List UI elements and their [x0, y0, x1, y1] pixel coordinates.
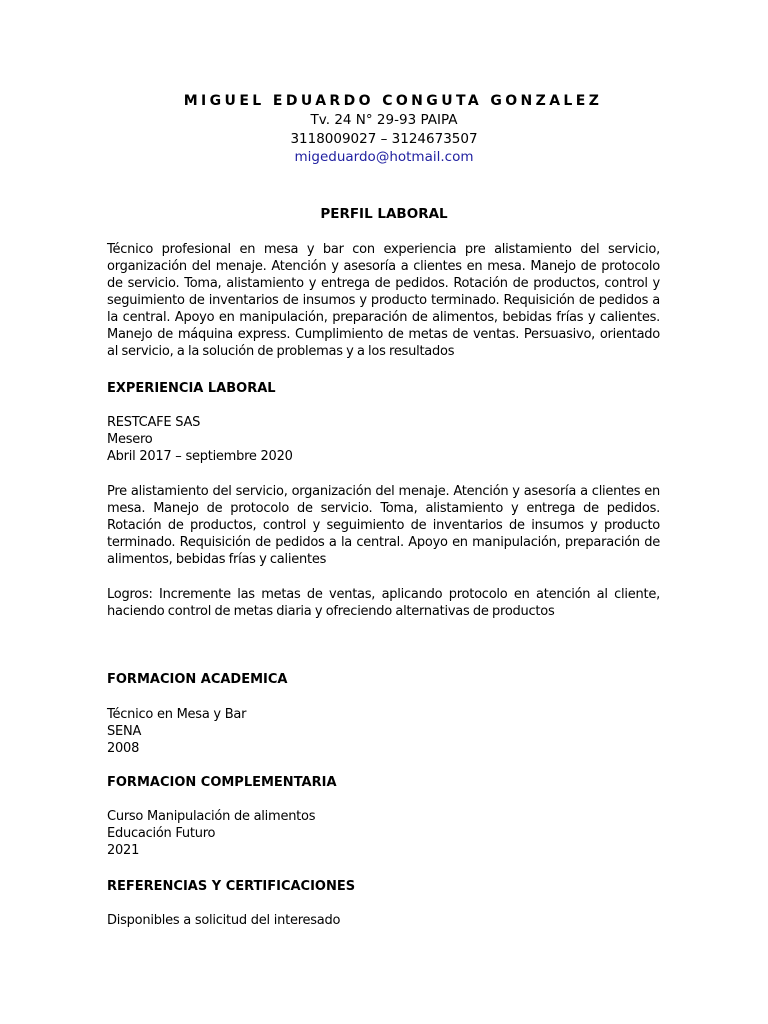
complementary-course: Curso Manipulación de alimentos	[107, 809, 316, 824]
academic-program: Técnico en Mesa y Bar	[107, 707, 247, 722]
formacion-academica-heading: FORMACION ACADEMICA	[107, 672, 288, 687]
complementary-year: 2021	[107, 843, 140, 858]
email-link[interactable]: migeduardo@hotmail.com	[294, 149, 474, 165]
address: Tv. 24 N° 29-93 PAIPA	[310, 112, 458, 128]
academic-institution: SENA	[107, 724, 142, 739]
referencias-entry	[107, 912, 340, 929]
applicant-name: MIGUEL EDUARDO CONGUTA GONZALEZ	[183, 93, 603, 109]
referencias-heading: REFERENCIAS Y CERTIFICACIONES	[107, 879, 356, 894]
job-description: Pre alistamiento del servicio, organización del menaje. Atención y asesoría a clientes en mesa. Manejo de protocolo de servicio. Toma, alistamiento y entrega de pedidos. Rotación de productos, control y seguimiento de inventarios de insumos y producto terminado. Requisición de pedidos a la central. Apoyo en manipulación, preparación de alimentos, bebidas frías y calientes	[107, 484, 660, 567]
experiencia-laboral-heading: EXPERIENCIA LABORAL	[107, 381, 276, 396]
job-entry	[107, 414, 293, 465]
job-period: Abril 2017 – septiembre 2020	[107, 449, 293, 464]
perfil-laboral-text: Técnico profesional en mesa y bar con experiencia pre alistamiento del servicio, organización del menaje. Atención y asesoría a clientes en mesa. Manejo de protocolo de servicio. Toma, alistamiento y entrega de pedidos. Rotación de productos, control y seguimiento de inventarios de insumos y producto terminado. Requisición de pedidos a la central. Apoyo en manipulación, preparación de alimentos, bebidas frías y calientes. Manejo de máquina express. Cumplimiento de metas de ventas. Persuasivo, orientado al servicio, a la solución de problemas y a los resultados	[107, 242, 660, 359]
academic-year: 2008	[107, 741, 140, 756]
formacion-complementaria-heading: FORMACION COMPLEMENTARIA	[107, 775, 337, 790]
phone-numbers: 3118009027 – 3124673507	[290, 130, 478, 147]
complementary-entry	[107, 808, 315, 859]
job-company: RESTCAFE SAS	[107, 415, 201, 430]
resume-header	[0, 91, 768, 167]
job-achievements: Logros: Incremente las metas de ventas, aplicando protocolo en atención al cliente, haciendo control de metas diaria y ofreciendo alternativas de productos	[107, 587, 660, 619]
referencias-text: Disponibles a solicitud del interesado	[107, 913, 341, 928]
complementary-institution: Educación Futuro	[107, 826, 216, 841]
perfil-laboral-heading: PERFIL LABORAL	[320, 206, 448, 222]
job-role: Mesero	[107, 432, 153, 447]
academic-entry	[107, 706, 246, 757]
